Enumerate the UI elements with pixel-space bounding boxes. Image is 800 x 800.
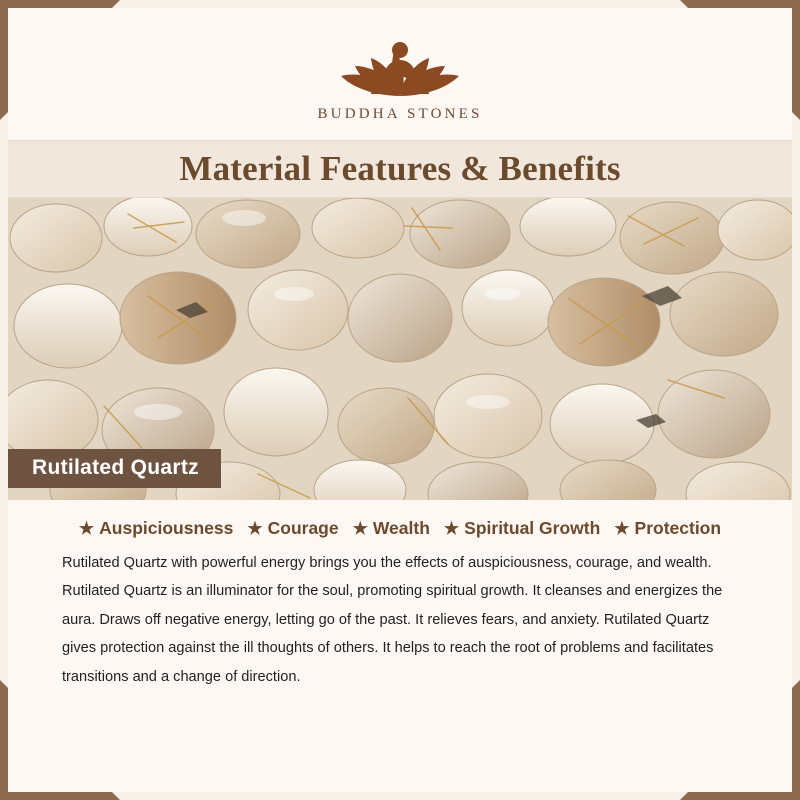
benefit-item-auspiciousness xyxy=(74,518,238,539)
title-band xyxy=(8,140,792,198)
page-title: Material Features & Benefits xyxy=(179,149,621,188)
benefit-label: Auspiciousness xyxy=(99,518,234,538)
benefit-label: Wealth xyxy=(372,518,430,538)
benefit-label: Protection xyxy=(634,518,722,538)
benefit-label: Spiritual Growth xyxy=(464,518,601,538)
benefit-item-spiritual-growth xyxy=(439,518,605,539)
star-icon: ★ xyxy=(247,519,263,538)
description-text: Rutilated Quartz with powerful energy brings you the effects of auspiciousness, courage, and wealth. Rutilated Quartz is an illuminator for the soul, promoting spiritual growth. It cleanses and energizes the aura. Draws off negative energy, letting go of the past. It relieves fears, and anxiety. Rutilated Quartz gives protection against the ill thoughts of others. It helps to reach the root of problems and facilitates transitions and a change of direction. xyxy=(62,555,723,685)
brand-header xyxy=(8,8,792,140)
product-photo xyxy=(8,198,792,500)
stone-name-label: Rutilated Quartz xyxy=(8,449,221,488)
bottom-spacer xyxy=(8,691,792,743)
star-icon: ★ xyxy=(352,519,368,538)
star-icon: ★ xyxy=(614,519,630,538)
benefit-item-protection xyxy=(609,518,726,539)
benefit-item-wealth xyxy=(348,518,435,539)
brand-name: BUDDHA STONES xyxy=(317,106,483,122)
benefit-label: Courage xyxy=(267,518,339,538)
benefit-list xyxy=(32,518,768,539)
poster-inner xyxy=(8,8,792,792)
lotus-meditation-icon xyxy=(325,24,475,104)
star-icon: ★ xyxy=(78,519,95,538)
star-icon: ★ xyxy=(443,519,460,538)
benefits-section xyxy=(8,500,792,691)
benefit-item-courage xyxy=(242,518,343,539)
